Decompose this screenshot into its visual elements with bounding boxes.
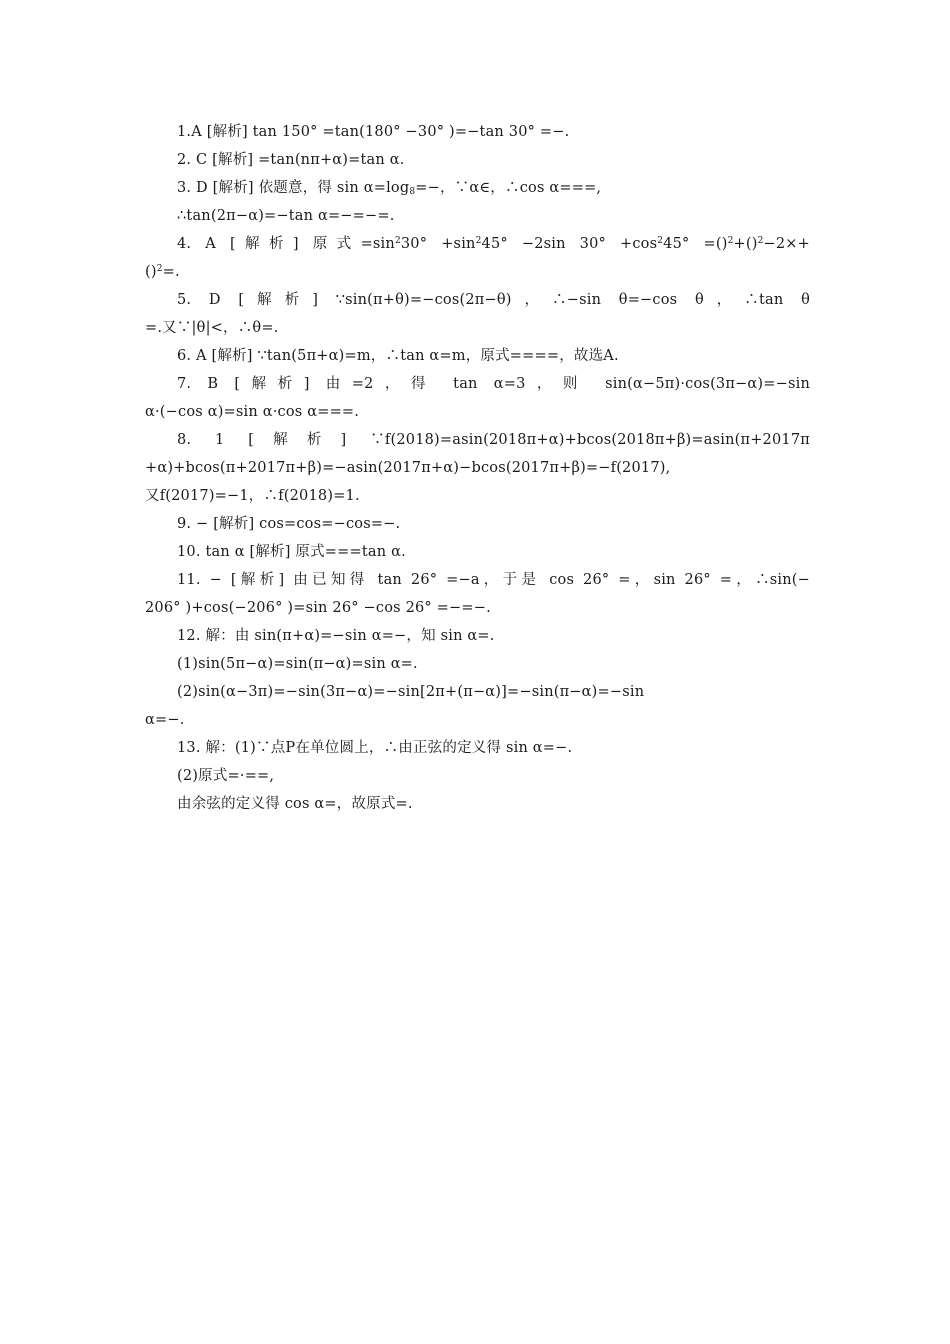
answer-8-text-c: 又f(2017)=−1，∴f(2018)=1.: [145, 488, 360, 504]
answer-5-continued: [145, 314, 810, 342]
answer-5-text-b: =.又∵|θ|<，∴θ=.: [145, 320, 279, 336]
answer-12-part-2: [145, 678, 810, 706]
answer-key: [145, 118, 810, 818]
answer-3-continued: [145, 202, 810, 230]
answer-2: [145, 146, 810, 174]
answer-4-text-b: 30° +sin: [400, 236, 476, 252]
answer-3: [145, 174, 810, 202]
answer-13-part-2: [145, 762, 810, 790]
answer-4-text-e: +(): [733, 236, 758, 252]
answer-13-conclusion-text: 由余弦的定义得 cos α=，故原式=.: [177, 796, 413, 812]
exponent: 2: [757, 236, 764, 246]
answer-10: [145, 538, 810, 566]
answer-10-text: 10. tan α [解析] 原式===tan α.: [177, 544, 406, 560]
answer-12-part-1-text: (1)sin(5π−α)=sin(π−α)=sin α=.: [177, 656, 418, 672]
answer-12-text: 12. 解：由 sin(π+α)=−sin α=−，知 sin α=.: [177, 628, 495, 644]
exponent: 2: [727, 236, 734, 246]
answer-8: [145, 426, 810, 454]
answer-8-text: 8. 1 [解析] ∵f(2018)=asin(2018π+α)+bcos(2018π+β)=asin(π+2017π: [177, 432, 810, 448]
answer-13: [145, 734, 810, 762]
answer-12-part-2-continued: [145, 706, 810, 734]
answer-4-text-g: (): [145, 264, 157, 280]
answer-13-text: 13. 解：(1)∵点P在单位圆上，∴由正弦的定义得 sin α=−.: [177, 740, 573, 756]
answer-8-continued-2: [145, 482, 810, 510]
answer-7: [145, 370, 810, 398]
exponent: 2: [394, 236, 401, 246]
exponent: 2: [156, 264, 163, 274]
exponent: 2: [475, 236, 482, 246]
answer-13-conclusion: [145, 790, 810, 818]
answer-4-text-f: −2×+: [763, 236, 810, 252]
answer-4-text-c: 45° −2sin 30° +cos: [481, 236, 658, 252]
answer-3-text-a: 3. D [解析] 依题意，得 sin α=log: [177, 180, 410, 196]
answer-7-continued: [145, 398, 810, 426]
answer-8-continued: [145, 454, 810, 482]
answer-13-part-2-text: (2)原式=·==,: [177, 768, 275, 784]
answer-6-text: 6. A [解析] ∵tan(5π+α)=m，∴tan α=m，原式====，故选A.: [177, 348, 619, 364]
answer-7-text-b: α·(−cos α)=sin α·cos α===.: [145, 404, 360, 420]
answer-4-text-h: =.: [162, 264, 180, 280]
answer-1-text: 1.A [解析] tan 150° =tan(180° −30° )=−tan 30° =−.: [177, 124, 570, 140]
answer-12: [145, 622, 810, 650]
answer-4-text-d: 45° =(): [663, 236, 728, 252]
answer-8-text-b: +α)+bcos(π+2017π+β)=−asin(2017π+α)−bcos(2017π+β)=−f(2017),: [145, 460, 671, 476]
answer-12-part-1: [145, 650, 810, 678]
answer-4-text-a: 4. A [解析] 原式=sin: [177, 236, 395, 252]
log-base-subscript: 8: [409, 187, 416, 197]
answer-11: [145, 566, 810, 594]
answer-12-part-2-text-b: α=−.: [145, 712, 185, 728]
answer-12-part-2-text: (2)sin(α−3π)=−sin(3π−α)=−sin[2π+(π−α)]=−sin(π−α)=−sin: [177, 684, 645, 700]
answer-1: [145, 118, 810, 146]
answer-11-text-b: 206° )+cos(−206° )=sin 26° −cos 26° =−=−.: [145, 600, 491, 616]
answer-9: [145, 510, 810, 538]
answer-11-continued: [145, 594, 810, 622]
answer-5: [145, 286, 810, 314]
answer-5-text: 5. D [解析] ∵sin(π+θ)=−cos(2π−θ)，∴−sin θ=−cos θ，∴tan θ: [177, 292, 810, 308]
answer-11-text: 11. − [解析] 由已知得 tan 26° =−a，于是 cos 26° =，sin 26° =，∴sin(−: [177, 572, 810, 588]
answer-4-continued: [145, 258, 810, 286]
exponent: 2: [657, 236, 664, 246]
answer-2-text: 2. C [解析] =tan(nπ+α)=tan α.: [177, 152, 405, 168]
answer-7-text: 7. B [解析] 由=2，得 tan α=3，则 sin(α−5π)·cos(3π−α)=−sin: [177, 376, 810, 392]
answer-6: [145, 342, 810, 370]
answer-3-text-c: ∴tan(2π−α)=−tan α=−=−=.: [177, 208, 395, 224]
answer-3-text-b: =−，∵α∈，∴cos α===,: [415, 180, 602, 196]
answer-4: [145, 230, 810, 258]
answer-9-text: 9. − [解析] cos=cos=−cos=−.: [177, 516, 401, 532]
